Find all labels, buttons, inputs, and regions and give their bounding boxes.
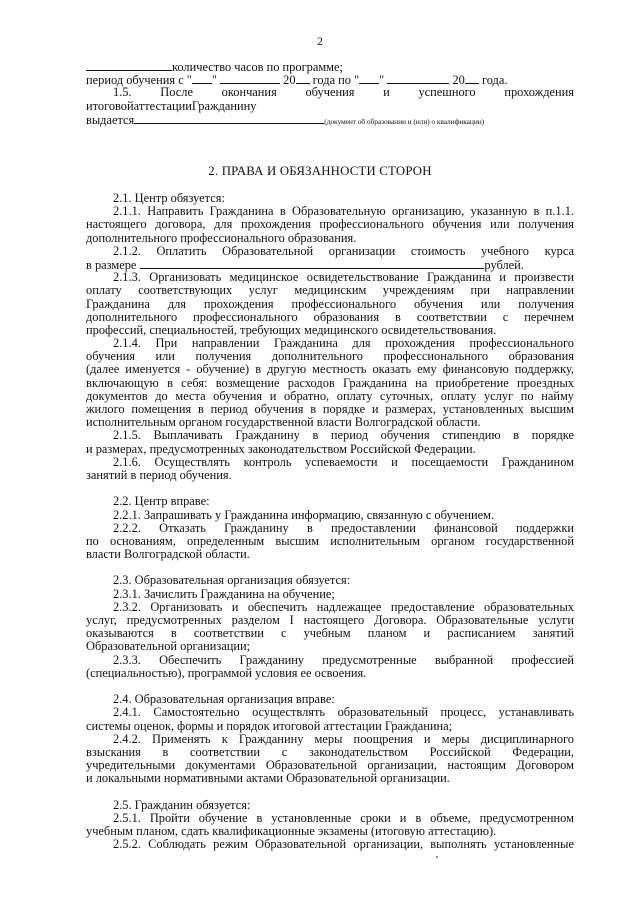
text-line: учредительными документами Образовательной организации, настоящим Договором [86,758,574,773]
text-line: 2.1.3. Организовать медицинское освидетельствование Гражданина и произвести [113,270,574,285]
page-number: 2 [317,36,323,48]
text-line: власти Волгоградской области. [86,547,250,562]
clause-1-5-line-2: итоговойаттестацииГражданину [86,98,257,113]
text-line: взыскания в соответствии с законодательством Российской Федерации, [86,744,574,759]
text-line: 2.1. Центр обязуется: [113,191,225,205]
text-line: 2.4.1. Самостоятельно осуществлять образовательный процесс, устанавливать [113,705,574,720]
scan-speck [436,856,438,858]
period-year-blank-2[interactable] [465,73,479,84]
document-type-blank[interactable] [134,113,324,124]
text-line: включающую в себя: возмещение расходов Гражданина на приобретение проездных [86,375,574,390]
period-day-blank-1[interactable] [192,73,212,84]
document-type-note: (документ об образовании и (или) о квалификации) [324,116,485,126]
text-line: в размере рублей. [86,257,524,272]
period-month-blank-1[interactable] [220,73,280,84]
text-line: дополнительного профессионального образования. [86,230,357,245]
text-line: Гражданина для прохождения профессионального обучения или получения [86,296,574,311]
text-line: исполнительным органом государственной власти Волгоградской области. [86,415,481,430]
section-2-body [86,192,574,851]
text-line: услуг, предусмотренных разделом I настоящего Договора. Образовательные услуги [86,613,574,627]
text-line: занятий в период обучения. [86,467,232,482]
course-cost-blank[interactable] [140,258,484,269]
text-line: 2.1.1. Направить Гражданина в Образовательную организацию, указанную в п.1.1. [113,204,574,219]
text-line: системы оценок, формы и порядок итоговой аттестации Гражданина; [86,718,453,733]
text-line: 2.1.5. Выплачивать Гражданину в период обучения стипендию в порядке [113,428,574,443]
text-line: 2.2.1. Запрашивать у Гражданина информацию, связанную с обучением. [113,507,495,522]
text-line: 2.2.2. Отказать Гражданину в предоставлении финансовой поддержки [113,520,574,535]
text-line: по основаниям, определенным высшим исполнительным органом государственной [86,533,574,548]
text-line: 2.3.2. Организовать и обеспечить надлежащее предоставление образовательных [113,599,574,614]
text-line: 2.4.2. Применять к Гражданину меры поощрения и меры дисциплинарного [113,731,574,746]
text-line: жилого помещения в период обучения в порядке и размерах, установленных высшим [86,402,574,416]
section-1-continuation [86,60,574,126]
text-line: и размерах, предусмотренных законодательством Российской Федерации. [86,441,476,456]
text-line: оплату соответствующих услуг медицинским учреждениям при направлении [86,283,574,298]
clause-1-5-line-3: выдается (документ об образовании и (или) о квалификации) [86,112,485,127]
clause-1-5-line-1: 1.5. После окончания обучения и успешного прохождения [113,85,574,100]
text-line: 2.1.2. Оплатить Образовательной организации стоимость учебного курса [113,243,574,258]
text-line: учебным планом, сдать квалификационные экзамены (итоговую аттестацию). [86,824,497,838]
text-line: 2.5.1. Пройти обучение в установленные сроки и в объеме, предусмотренном [113,810,574,825]
text-line: (специальностью), программой условия ее освоения. [86,665,367,680]
text-line: 2.4. Образовательная организация вправе: [113,692,335,707]
text-line: настоящего договора, для прохождения профессионального обучения или получения [86,217,574,232]
text-line: (далее именуется - обучение) в другую местность оказать ему финансовую поддержку, [86,362,574,377]
text-line: и локальными нормативными актами Образовательной организации. [86,771,450,786]
paragraph-gap [86,785,574,798]
text-line: документов до места обучения и обратно, оплату суточных, оплату услуг по найму [86,388,574,403]
text-line: профессий, специальностей, требующих медицинского освидетельствования. [86,322,497,337]
text-line: оказываются в соответствии с учебным планом и расписанием занятий [86,626,574,641]
text-line: 2.3.1. Зачислить Гражданина на обучение; [113,586,335,601]
text-line: Образовательной организации; [86,639,251,654]
hours-blank[interactable] [86,60,172,71]
text-line: дополнительного профессионального образования в соответствии с перечнем [86,309,574,324]
period-line: период обучения с " " 20 года по " " 20 года. [86,73,508,88]
text-line: 2.5. Гражданин обязуется: [113,797,251,812]
text-line: обучения или получения дополнительного профессионального образования [86,349,574,364]
text-line: 2.1.6. Осуществлять контроль успеваемости и посещаемости Гражданином [113,454,574,469]
text-line: 2.2. Центр вправе: [113,494,210,509]
text-line: 2.3. Образовательная организация обязуется: [113,573,351,588]
text-line: 2.3.3. Обеспечить Гражданину предусмотренные выбранной профессией [113,652,574,667]
period-day-blank-2[interactable] [359,73,379,84]
text-line: 2.5.2. Соблюдать режим Образовательной организации, выполнять установленные [113,837,574,852]
section-title: 2. ПРАВА И ОБЯЗАННОСТИ СТОРОН [208,164,432,178]
hours-line: количество часов по программе; [86,60,574,73]
text-line: 2.1.4. При направлении Гражданина для прохождения профессионального [113,336,574,351]
period-year-blank-1[interactable] [296,73,310,84]
period-month-blank-2[interactable] [387,73,449,84]
